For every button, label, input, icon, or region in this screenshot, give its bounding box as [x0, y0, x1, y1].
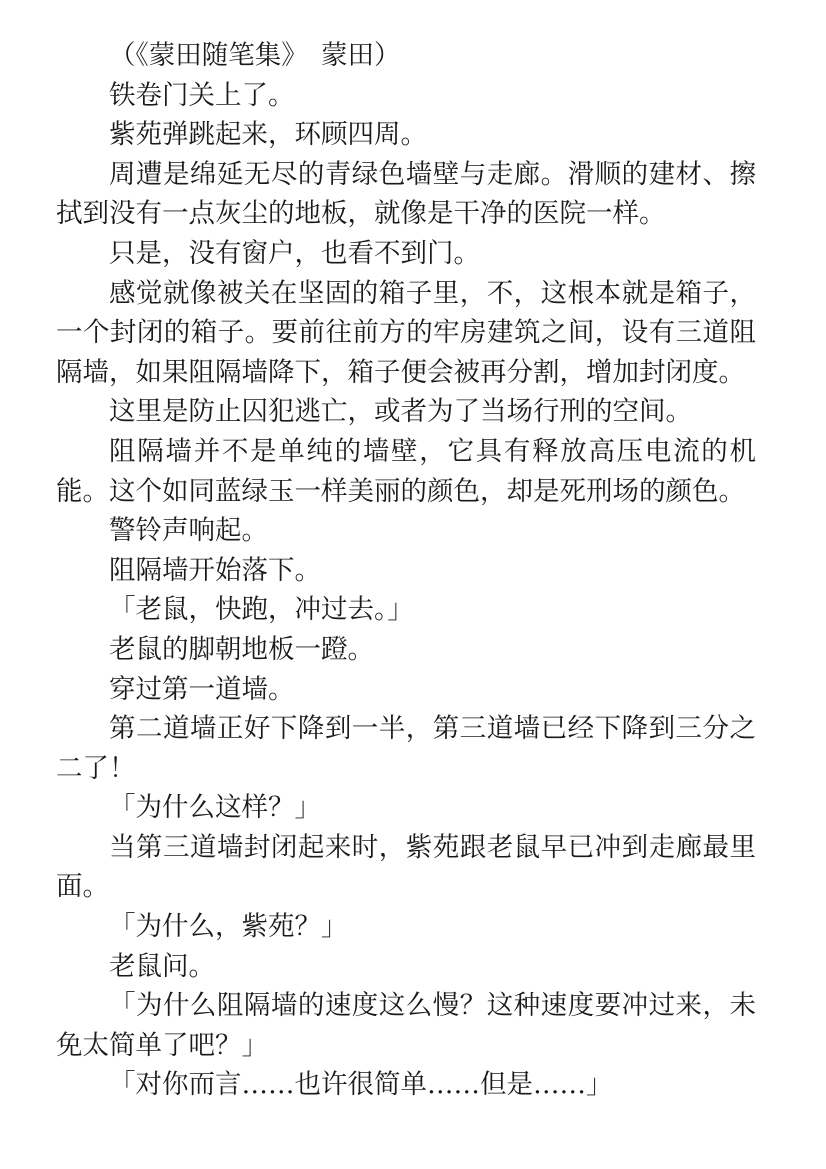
paragraph: 阻隔墙并不是单纯的墙壁，它具有释放高压电流的机能。这个如同蓝绿玉一样美丽的颜色，却是死刑场的颜色。: [56, 435, 756, 507]
paragraph: 阻隔墙开始落下。: [109, 554, 321, 586]
dialogue-line: 「为什么，紫苑？」: [109, 911, 348, 943]
dialogue-line: 「老鼠，快跑，冲过去。」: [109, 594, 414, 626]
paragraph: 穿过第一道墙。: [109, 673, 295, 705]
document-page: [56, 36, 756, 1105]
paragraph: 当第三道墙封闭起来时，紫苑跟老鼠早已冲到走廊最里面。: [56, 831, 756, 903]
dialogue-line: 「对你而言……也许很简单……但是……」: [109, 1069, 613, 1101]
dialogue-line: 「为什么这样？」: [109, 792, 321, 824]
paragraph: 第二道墙正好下降到一半，第三道墙已经下降到三分之二了！: [56, 713, 756, 784]
paragraph: 感觉就像被关在坚固的箱子里，不，这根本就是箱子，一个封闭的箱子。要前往前方的牢房建筑之间，设有三道阻隔墙，如果阻隔墙降下，箱子便会被再分割，增加封闭度。: [56, 277, 756, 388]
paragraph: 铁卷门关上了。: [109, 79, 295, 111]
paragraph: 只是，没有窗户，也看不到门。: [109, 237, 480, 269]
paragraph: 周遭是绵延无尽的青绿色墙壁与走廊。滑顺的建材、擦拭到没有一点灰尘的地板，就像是干净的医院一样。: [56, 158, 756, 230]
dialogue-line: 「为什么阻隔墙的速度这么慢？这种速度要冲过来，未免太简单了吧？」: [56, 990, 756, 1061]
paragraph: 老鼠的脚朝地板一蹬。: [109, 633, 374, 665]
paragraph: 警铃声响起。: [109, 515, 268, 547]
paragraph: 紫苑弹跳起来，环顾四周。: [109, 119, 427, 151]
source-attribution: （《蒙田随笔集》 蒙田）: [109, 40, 401, 71]
paragraph: 这里是防止囚犯逃亡，或者为了当场行刑的空间。: [109, 396, 692, 428]
paragraph: 老鼠问。: [109, 950, 215, 982]
